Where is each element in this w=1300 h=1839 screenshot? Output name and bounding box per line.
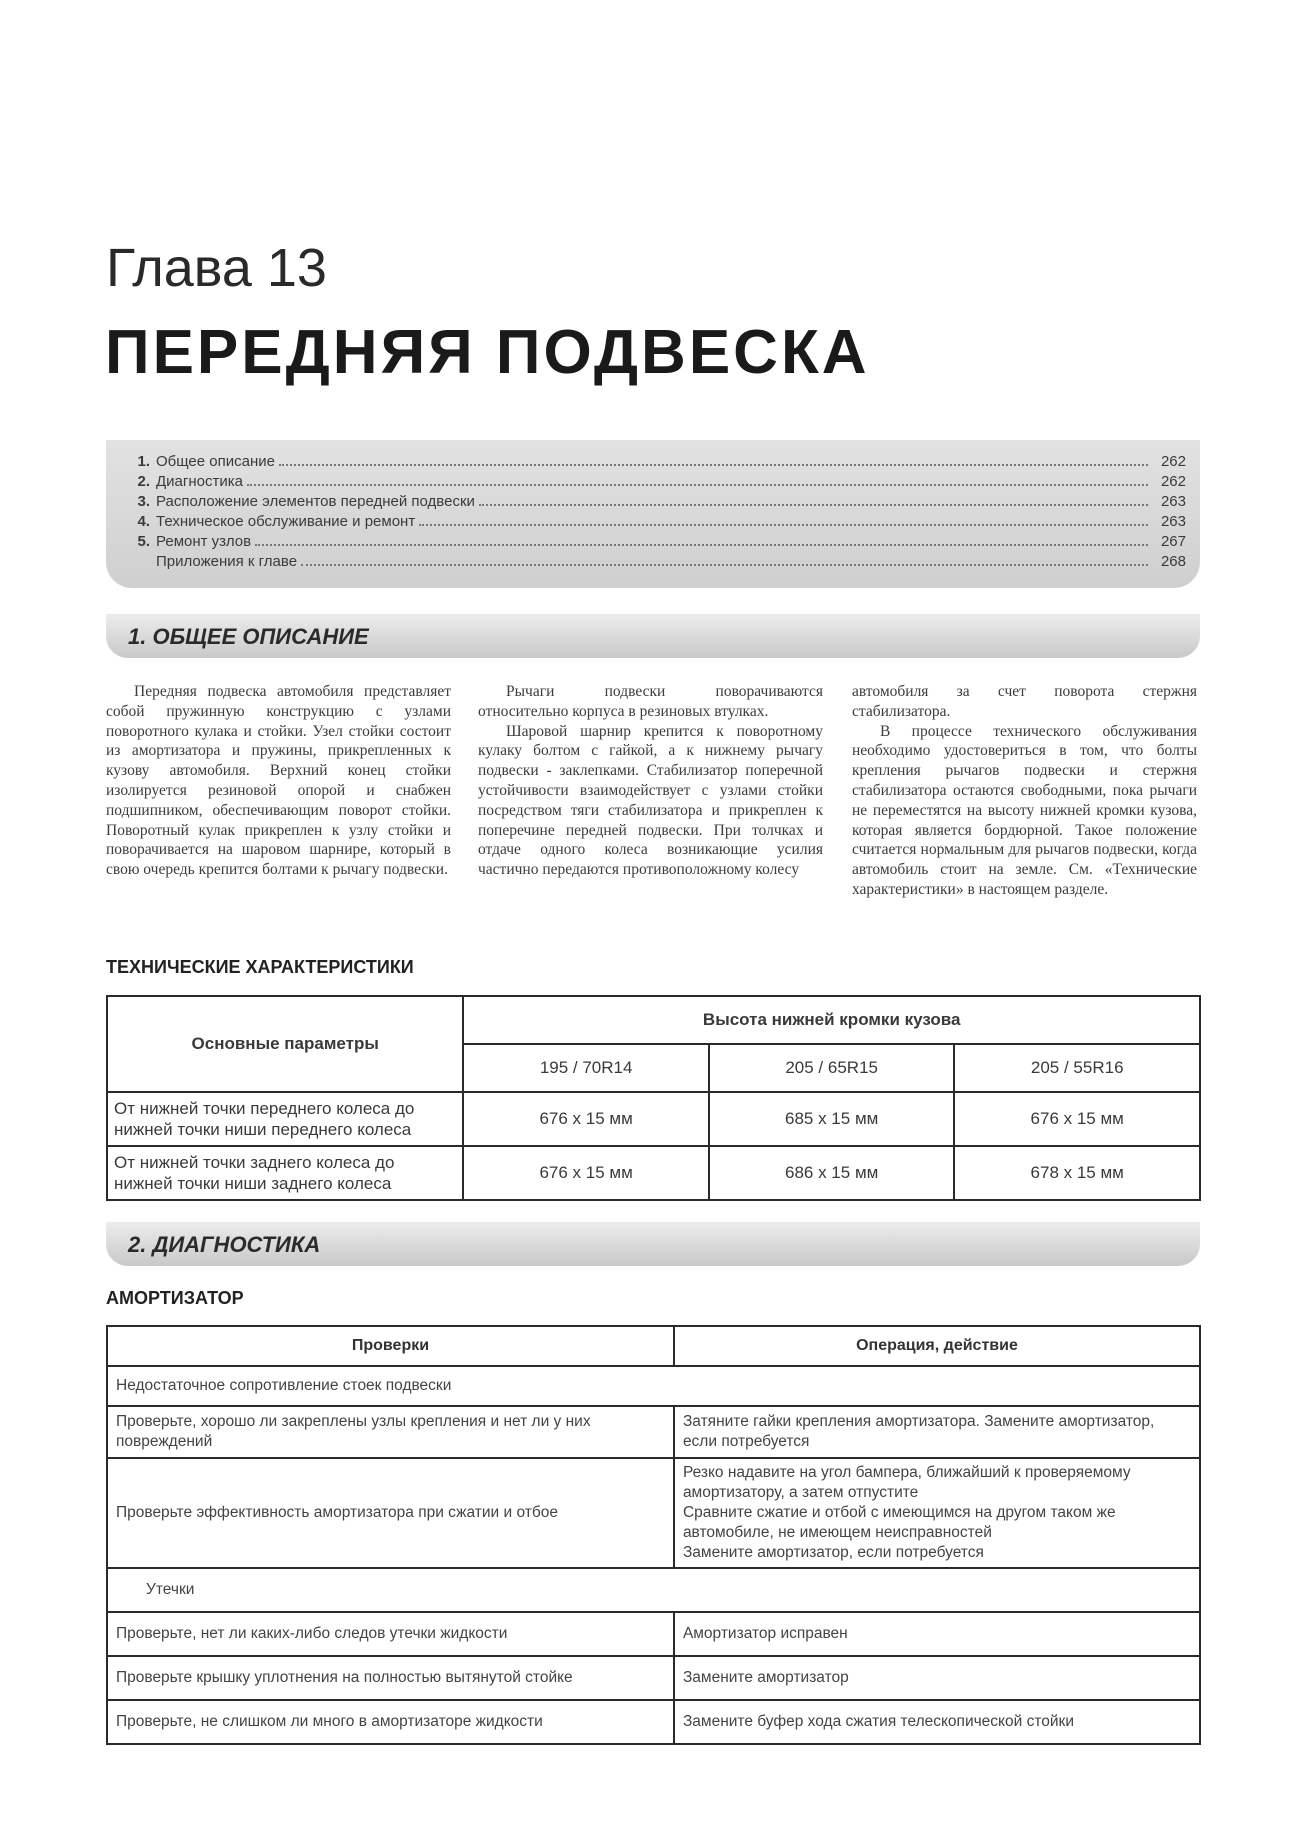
- tire-size: 205 / 55R16: [954, 1044, 1200, 1092]
- toc-page-number: 268: [1160, 553, 1186, 570]
- group-label: Недостаточное сопротивление стоек подвески: [107, 1366, 1200, 1406]
- section-title: 2. ДИАГНОСТИКА: [128, 1232, 321, 1257]
- action-cell: Затяните гайки крепления амортизатора. Замените амортизатор, если потребуется: [674, 1406, 1200, 1458]
- toc-entry-title: Техническое обслуживание и ремонт: [156, 513, 416, 530]
- check-cell: Проверьте, нет ли каких-либо следов утечки жидкости: [107, 1612, 674, 1656]
- toc-leader-dots: [479, 503, 1148, 506]
- toc-leader-dots: [419, 523, 1148, 526]
- paragraph: Шаровой шарнир крепится к поворотному кулаку болтом с гайкой, а к нижнему рычагу подвески - заклепками. Стабилизатор поперечной устойчивости взаимодействует с узлами стойки посредством тяги стабилизатора и прикреплен к поперечине передней подвески. При толчках и отдаче одного колеса возникающие усилия частично передаются противоположному колесу: [478, 722, 823, 879]
- toc-item: [120, 473, 1186, 493]
- toc-number: 1.: [137, 453, 150, 470]
- toc-item: [120, 553, 1186, 573]
- toc-page-number: 262: [1160, 453, 1186, 470]
- value-cell: 676 х 15 мм: [463, 1092, 709, 1146]
- toc-entry-title: Расположение элементов передней подвески: [156, 493, 475, 510]
- value-cell: 686 х 15 мм: [709, 1146, 955, 1200]
- table-row: [107, 1146, 1200, 1200]
- table-row: [107, 1612, 1200, 1656]
- paragraph: Рычаги подвески поворачиваются относительно корпуса в резиновых втулках.: [478, 683, 823, 720]
- toc-page-number: 267: [1160, 533, 1186, 550]
- toc-list: [120, 453, 1186, 573]
- toc-entry-title: Ремонт узлов: [156, 533, 252, 550]
- table-of-contents: [106, 440, 1200, 588]
- text-column-2: [478, 682, 823, 880]
- text-column-3: [852, 682, 1197, 900]
- check-cell: Проверьте крышку уплотнения на полностью вытянутой стойке: [107, 1656, 674, 1700]
- table-row: [107, 1700, 1200, 1744]
- toc-leader-dots: [279, 463, 1148, 466]
- specs-heading: ТЕХНИЧЕСКИЕ ХАРАКТЕРИСТИКИ: [106, 957, 414, 977]
- paragraph: В процессе технического обслуживания необходимо удостовериться в том, что болты крепления рычагов подвески и стержня стабилизатора остаются свободными, пока рычаги не переместятся на высоту нижней кромки кузова, которая является бордюрной. Такое положение считается нормальным для рычагов подвески, когда автомобиль стоит на земле. См. «Технические характеристики» в настоящем разделе.: [852, 722, 1197, 898]
- value-cell: 676 х 15 мм: [954, 1092, 1200, 1146]
- toc-leader-dots: [301, 563, 1148, 566]
- action-line: Резко надавите на угол бампера, ближайший к проверяемому амортизатору, а затем отпустите: [682, 1464, 1131, 1501]
- table-row: [107, 1458, 1200, 1568]
- check-cell: Проверьте, хорошо ли закреплены узлы крепления и нет ли у них повреждений: [107, 1406, 674, 1458]
- tire-size: 195 / 70R14: [463, 1044, 709, 1092]
- value-cell: 685 х 15 мм: [709, 1092, 955, 1146]
- toc-leader-dots: [247, 483, 1148, 486]
- section-header-diagnostics: [106, 1222, 1200, 1266]
- toc-item: [120, 513, 1186, 533]
- toc-entry-title: Диагностика: [156, 473, 243, 490]
- group-label: Утечки: [107, 1568, 1200, 1612]
- check-cell: Проверьте, не слишком ли много в амортизаторе жидкости: [107, 1700, 674, 1744]
- value-cell: 676 х 15 мм: [463, 1146, 709, 1200]
- table-row: [107, 1656, 1200, 1700]
- toc-number: 2.: [137, 473, 150, 490]
- action-cell: Замените амортизатор: [674, 1656, 1200, 1700]
- toc-number: 4.: [137, 513, 150, 530]
- action-cell: Амортизатор исправен: [674, 1612, 1200, 1656]
- specs-table: [106, 995, 1201, 1201]
- tire-size: 205 / 65R15: [709, 1044, 955, 1092]
- diagnostics-table: [106, 1325, 1201, 1745]
- toc-number: 5.: [137, 533, 150, 550]
- action-header: Операция, действие: [674, 1326, 1200, 1366]
- toc-item: [120, 533, 1186, 553]
- table-row: [107, 1406, 1200, 1458]
- checks-header: Проверки: [107, 1326, 674, 1366]
- check-cell: Проверьте эффективность амортизатора при сжатии и отбое: [107, 1458, 674, 1568]
- param-header: Основные параметры: [107, 996, 463, 1092]
- action-cell: Замените буфер хода сжатия телескопической стойки: [674, 1700, 1200, 1744]
- chapter-label: Глава 13: [106, 238, 327, 298]
- paragraph: Передняя подвеска автомобиля представляет собой пружинную конструкцию с узлами поворотного кулака и стойки. Узел стойки состоит из амортизатора и пружины, прикрепленных к кузову автомобиля. Верхний конец стойки изолируется резиновой опорой и снабжен подшипником, обеспечивающим поворот стойки. Поворотный кулак прикреплен к узлу стойки и поворачивается на шаровом шарнире, который в свою очередь крепится болтами к рычагу подвески.: [106, 683, 451, 879]
- row-label: От нижней точки переднего колеса до нижней точки ниши переднего колеса: [107, 1092, 463, 1146]
- toc-entry-title: Приложения к главе: [156, 553, 298, 570]
- shock-absorber-heading: АМОРТИЗАТОР: [106, 1288, 244, 1308]
- toc-number: 3.: [137, 493, 150, 510]
- value-cell: 678 х 15 мм: [954, 1146, 1200, 1200]
- action-cell: [674, 1458, 1200, 1568]
- text-column-1: [106, 682, 451, 880]
- toc-item: [120, 453, 1186, 473]
- toc-page-number: 263: [1160, 493, 1186, 510]
- toc-entry-title: Общее описание: [156, 453, 275, 470]
- chapter-title: ПЕРЕДНЯЯ ПОДВЕСКА: [105, 318, 870, 387]
- paragraph: автомобиля за счет поворота стержня стабилизатора.: [852, 683, 1197, 720]
- row-label: От нижней точки заднего колеса до нижней точки ниши заднего колеса: [107, 1146, 463, 1200]
- toc-page-number: 262: [1160, 473, 1186, 490]
- toc-page-number: 263: [1160, 513, 1186, 530]
- toc-item: [120, 493, 1186, 513]
- table-group-row: [107, 1366, 1200, 1406]
- section-title: 1. ОБЩЕЕ ОПИСАНИЕ: [128, 624, 369, 649]
- table-row: [107, 1092, 1200, 1146]
- action-line: Замените амортизатор, если потребуется: [682, 1544, 984, 1561]
- section-header-general: [106, 614, 1200, 658]
- table-group-row: [107, 1568, 1200, 1612]
- action-line: Сравните сжатие и отбой с имеющимся на другом таком же автомобиле, не имеющем неисправностей: [682, 1504, 1116, 1541]
- toc-leader-dots: [255, 543, 1148, 546]
- group-header: Высота нижней кромки кузова: [463, 996, 1200, 1044]
